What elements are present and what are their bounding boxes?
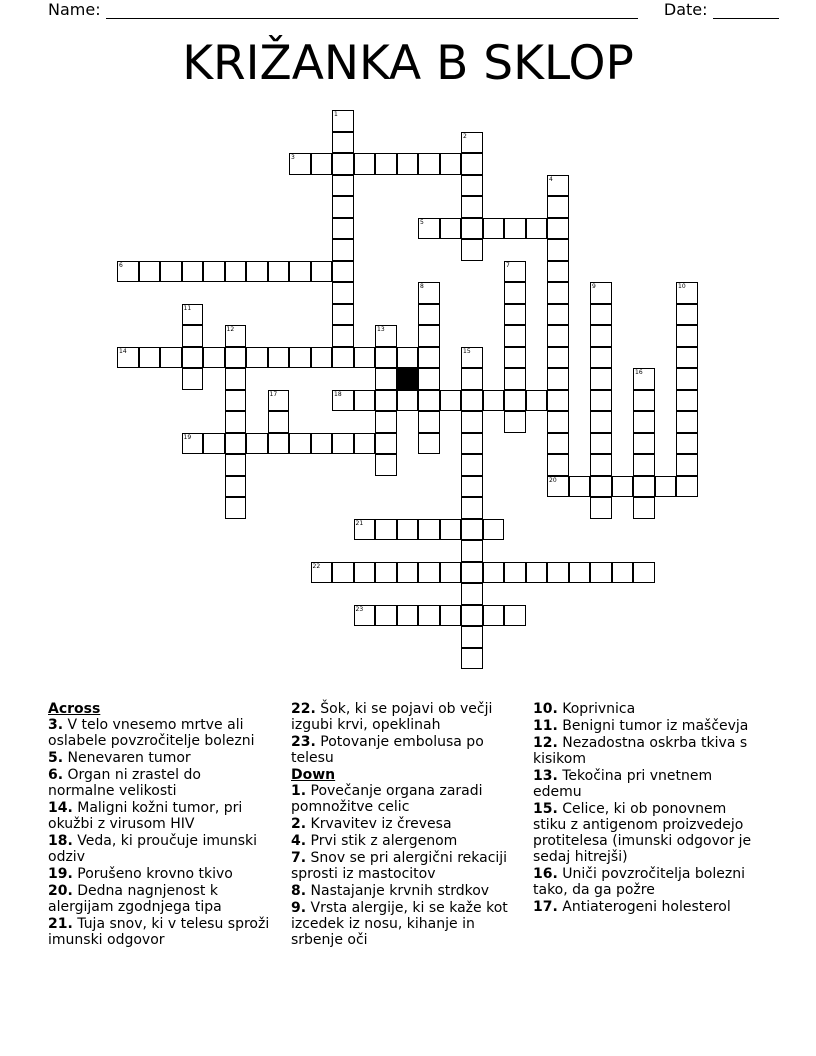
grid-cell[interactable] xyxy=(590,304,612,326)
grid-cell[interactable] xyxy=(354,562,376,584)
grid-cell[interactable] xyxy=(461,390,483,412)
grid-cell[interactable] xyxy=(676,454,698,476)
clue-number-18: 18 xyxy=(334,390,342,398)
clue-text: Celice, ki ob ponovnem stiku z antigenom proizvedejo protitelesa (imunski odgovor je sedaj hitrejši) xyxy=(533,801,752,865)
grid-cell[interactable] xyxy=(547,261,569,283)
date-field[interactable] xyxy=(713,2,779,19)
clue-number-12: 12 xyxy=(226,326,235,333)
clue-text: Povečanje organa zaradi pomnožitve celic xyxy=(291,783,483,815)
grid-cell[interactable] xyxy=(311,347,333,369)
grid-cell[interactable] xyxy=(590,476,612,498)
clue-number-6: 6 xyxy=(119,261,123,269)
clue-number-7: 7 xyxy=(506,261,510,269)
clue-number-19: 19 xyxy=(183,433,192,441)
clue-text: Uniči povzročitelja bolezni tako, da ga požre xyxy=(533,866,745,898)
clue-number-15: 15 xyxy=(463,347,471,355)
grid-cell[interactable] xyxy=(397,605,419,627)
grid-cell[interactable] xyxy=(633,454,655,476)
clue-item xyxy=(291,850,517,882)
grid-cell[interactable] xyxy=(397,390,419,412)
grid-cell[interactable] xyxy=(375,390,397,412)
clue-number-1: 1 xyxy=(334,111,338,118)
clue-text: V telo vnesemo mrtve ali oslabele povzročitelje bolezni xyxy=(48,717,255,749)
clue-number-11: 11 xyxy=(183,304,192,312)
clue-item xyxy=(48,717,270,749)
grid-cell[interactable] xyxy=(440,218,462,240)
clue-text: Antiaterogeni holesterol xyxy=(557,899,731,915)
grid-cell[interactable] xyxy=(182,325,204,347)
grid-cell[interactable] xyxy=(246,261,268,283)
grid-cell[interactable] xyxy=(590,562,612,584)
clue-number: 7. xyxy=(291,850,307,866)
grid-cell[interactable] xyxy=(203,261,225,283)
grid-cell[interactable] xyxy=(504,347,526,369)
grid-cell[interactable] xyxy=(590,325,612,347)
clue-item xyxy=(533,718,763,734)
grid-cell[interactable] xyxy=(461,153,483,175)
grid-cell[interactable] xyxy=(440,519,462,541)
grid-cell[interactable] xyxy=(225,497,247,519)
grid-cell[interactable] xyxy=(547,433,569,455)
grid-cell[interactable] xyxy=(504,390,526,412)
grid-cell[interactable] xyxy=(590,368,612,390)
clue-number: 16. xyxy=(533,866,558,882)
grid-cell[interactable] xyxy=(225,476,247,498)
clue-number-20: 20 xyxy=(549,476,557,484)
grid-cell[interactable] xyxy=(289,433,311,455)
grid-cell[interactable] xyxy=(332,175,354,197)
clue-number-17: 17 xyxy=(269,390,278,398)
grid-cell[interactable] xyxy=(289,261,311,283)
clue-number: 13. xyxy=(533,768,558,784)
grid-cell[interactable] xyxy=(461,648,483,670)
grid-cell[interactable] xyxy=(375,519,397,541)
grid-cell[interactable] xyxy=(461,218,483,240)
clue-number: 17. xyxy=(533,899,558,915)
grid-cell[interactable] xyxy=(418,304,440,326)
grid-cell[interactable] xyxy=(461,239,483,261)
grid-cell[interactable] xyxy=(332,153,354,175)
grid-cell[interactable] xyxy=(268,411,290,433)
header xyxy=(48,0,779,19)
grid-cell[interactable] xyxy=(504,304,526,326)
grid-cell[interactable] xyxy=(676,368,698,390)
clue-number-14: 14 xyxy=(119,347,127,355)
section-heading: Down xyxy=(291,767,336,783)
clue-number-16: 16 xyxy=(635,369,643,376)
clue-item xyxy=(533,701,763,717)
grid-cell[interactable] xyxy=(633,497,655,519)
grid-cell[interactable] xyxy=(612,476,634,498)
grid-cell[interactable] xyxy=(461,454,483,476)
clue-item xyxy=(533,866,763,898)
grid-cell[interactable] xyxy=(547,304,569,326)
grid-cell[interactable] xyxy=(311,261,333,283)
grid-cell[interactable] xyxy=(160,347,182,369)
clue-text: Tuja snov, ki v telesu sproži imunski odgovor xyxy=(48,916,270,948)
grid-cell[interactable] xyxy=(440,153,462,175)
grid-cell[interactable] xyxy=(311,433,333,455)
page-title: KRIŽANKA B SKLOP xyxy=(182,36,634,91)
black-cell xyxy=(397,368,419,390)
grid-cell[interactable] xyxy=(225,390,247,412)
grid-cell[interactable] xyxy=(569,476,591,498)
clue-item xyxy=(291,734,517,766)
grid-cell[interactable] xyxy=(461,196,483,218)
grid-cell[interactable] xyxy=(182,347,204,369)
clue-item xyxy=(291,883,517,899)
grid-cell[interactable] xyxy=(332,196,354,218)
grid-cell[interactable] xyxy=(268,261,290,283)
clue-number: 19. xyxy=(48,866,73,882)
grid-cell[interactable] xyxy=(203,347,225,369)
grid-cell[interactable] xyxy=(483,519,505,541)
clue-item xyxy=(291,900,517,948)
clue-text: Potovanje embolusa po telesu xyxy=(291,734,484,766)
grid-cell[interactable] xyxy=(590,433,612,455)
clue-number: 3. xyxy=(48,717,64,733)
grid-cell[interactable] xyxy=(676,411,698,433)
grid-cell[interactable] xyxy=(504,218,526,240)
clue-number-3: 3 xyxy=(291,154,295,161)
grid-cell[interactable] xyxy=(182,261,204,283)
clue-number-10: 10 xyxy=(678,283,686,290)
grid-cell[interactable] xyxy=(354,390,376,412)
grid-cell[interactable] xyxy=(461,583,483,605)
clue-number: 8. xyxy=(291,883,307,899)
section-heading: Across xyxy=(48,701,101,717)
clue-item xyxy=(291,701,517,733)
clue-number-5: 5 xyxy=(420,218,424,226)
grid-cell[interactable] xyxy=(547,218,569,240)
name-field[interactable] xyxy=(106,2,638,19)
grid-cell[interactable] xyxy=(461,433,483,455)
grid-cell[interactable] xyxy=(268,347,290,369)
grid-cell[interactable] xyxy=(676,325,698,347)
clue-item xyxy=(291,783,517,815)
grid-cell[interactable] xyxy=(633,476,655,498)
clue-text: Šok, ki se pojavi ob večji izgubi krvi, opeklinah xyxy=(291,701,493,733)
clue-text: Nenevaren tumor xyxy=(63,750,191,766)
grid-cell[interactable] xyxy=(483,390,505,412)
grid-cell[interactable] xyxy=(418,347,440,369)
grid-cell[interactable] xyxy=(246,347,268,369)
grid-cell[interactable] xyxy=(504,411,526,433)
grid-cell[interactable] xyxy=(375,368,397,390)
clue-number: 12. xyxy=(533,735,558,751)
grid-cell[interactable] xyxy=(332,562,354,584)
clue-text: Nezadostna oskrba tkiva s kisikom xyxy=(533,735,748,767)
clue-text: Vrsta alergije, ki se kaže kot izcedek iz nosu, kihanje in srbenje oči xyxy=(291,900,508,948)
grid-cell[interactable] xyxy=(418,433,440,455)
grid-cell[interactable] xyxy=(504,562,526,584)
grid-cell[interactable] xyxy=(461,368,483,390)
grid-cell[interactable] xyxy=(633,411,655,433)
grid-cell[interactable] xyxy=(547,282,569,304)
clue-item xyxy=(48,866,270,882)
grid-cell[interactable] xyxy=(225,433,247,455)
grid-cell[interactable] xyxy=(418,153,440,175)
grid-cell[interactable] xyxy=(332,218,354,240)
grid-cell[interactable] xyxy=(418,562,440,584)
clue-number-4: 4 xyxy=(549,175,553,183)
clue-text: Veda, ki proučuje imunski odziv xyxy=(48,833,258,865)
clue-item xyxy=(533,768,763,800)
clue-text: Tekočina pri vnetnem edemu xyxy=(533,768,713,800)
clue-number: 6. xyxy=(48,767,64,783)
grid-cell[interactable] xyxy=(547,390,569,412)
clue-text: Dedna nagnjenost k alergijam zgodnjega tipa xyxy=(48,883,222,915)
clue-item xyxy=(48,750,270,766)
grid-cell[interactable] xyxy=(547,562,569,584)
grid-cell[interactable] xyxy=(633,562,655,584)
grid-cell[interactable] xyxy=(397,519,419,541)
clue-number-13: 13 xyxy=(377,326,385,333)
grid-cell[interactable] xyxy=(547,347,569,369)
grid-cell[interactable] xyxy=(332,261,354,283)
clue-number: 21. xyxy=(48,916,73,932)
grid-cell[interactable] xyxy=(461,175,483,197)
clue-number: 23. xyxy=(291,734,316,750)
grid-cell[interactable] xyxy=(504,368,526,390)
grid-cell[interactable] xyxy=(225,454,247,476)
grid-cell[interactable] xyxy=(504,282,526,304)
grid-cell[interactable] xyxy=(375,153,397,175)
grid-cell[interactable] xyxy=(332,282,354,304)
clue-column-1 xyxy=(48,701,270,949)
grid-cell[interactable] xyxy=(354,153,376,175)
grid-cell[interactable] xyxy=(332,132,354,154)
grid-cell[interactable] xyxy=(375,347,397,369)
clue-text: Prvi stik z alergenom xyxy=(306,833,458,849)
clue-number: 22. xyxy=(291,701,316,717)
grid-cell[interactable] xyxy=(461,519,483,541)
clue-number: 4. xyxy=(291,833,307,849)
grid-cell[interactable] xyxy=(354,433,376,455)
clue-text: Krvavitev iz črevesa xyxy=(306,816,452,832)
clue-number-22: 22 xyxy=(312,562,321,570)
grid-cell[interactable] xyxy=(504,325,526,347)
grid-cell[interactable] xyxy=(139,261,161,283)
grid-cell[interactable] xyxy=(397,153,419,175)
grid-cell[interactable] xyxy=(590,390,612,412)
grid-cell[interactable] xyxy=(569,562,591,584)
clue-number: 18. xyxy=(48,833,73,849)
grid-cell[interactable] xyxy=(676,476,698,498)
clue-item xyxy=(48,916,270,948)
grid-cell[interactable] xyxy=(461,562,483,584)
grid-cell[interactable] xyxy=(375,562,397,584)
grid-cell[interactable] xyxy=(418,411,440,433)
grid-cell[interactable] xyxy=(418,325,440,347)
grid-cell[interactable] xyxy=(676,304,698,326)
grid-cell[interactable] xyxy=(375,433,397,455)
clue-item xyxy=(48,833,270,865)
clue-item xyxy=(533,735,763,767)
grid-cell[interactable] xyxy=(526,562,548,584)
grid-cell[interactable] xyxy=(139,347,161,369)
grid-cell[interactable] xyxy=(225,368,247,390)
clue-text: Koprivnica xyxy=(557,701,636,717)
grid-cell[interactable] xyxy=(375,605,397,627)
clue-number-2: 2 xyxy=(463,132,467,140)
grid-cell[interactable] xyxy=(461,497,483,519)
grid-cell[interactable] xyxy=(590,454,612,476)
grid-cell[interactable] xyxy=(483,218,505,240)
clue-number-21: 21 xyxy=(355,519,364,527)
grid-cell[interactable] xyxy=(526,390,548,412)
clue-text: Snov se pri alergični rekaciji sprosti iz mastocitov xyxy=(291,850,508,882)
clue-number-9: 9 xyxy=(592,283,596,290)
grid-cell[interactable] xyxy=(418,390,440,412)
clue-text: Porušeno krovno tkivo xyxy=(72,866,233,882)
grid-cell[interactable] xyxy=(246,433,268,455)
grid-cell[interactable] xyxy=(332,239,354,261)
clue-number-23: 23 xyxy=(355,605,364,613)
grid-cell[interactable] xyxy=(461,626,483,648)
grid-cell[interactable] xyxy=(268,433,290,455)
grid-cell[interactable] xyxy=(676,390,698,412)
clue-number: 2. xyxy=(291,816,307,832)
grid-cell[interactable] xyxy=(418,368,440,390)
clue-number-8: 8 xyxy=(420,283,424,290)
grid-cell[interactable] xyxy=(676,433,698,455)
clue-item xyxy=(291,816,517,832)
grid-cell[interactable] xyxy=(547,411,569,433)
grid-cell[interactable] xyxy=(311,153,333,175)
clue-item xyxy=(48,767,270,799)
grid-cell[interactable] xyxy=(375,454,397,476)
grid-cell[interactable] xyxy=(225,347,247,369)
grid-cell[interactable] xyxy=(612,562,634,584)
grid-cell[interactable] xyxy=(440,605,462,627)
clue-item xyxy=(291,833,517,849)
grid-cell[interactable] xyxy=(590,347,612,369)
grid-cell[interactable] xyxy=(590,497,612,519)
grid-cell[interactable] xyxy=(547,325,569,347)
clue-item xyxy=(533,899,763,915)
grid-cell[interactable] xyxy=(332,347,354,369)
clue-text: Benigni tumor iz maščevja xyxy=(557,718,749,734)
grid-cell[interactable] xyxy=(590,411,612,433)
grid-cell[interactable] xyxy=(440,562,462,584)
grid-cell[interactable] xyxy=(375,411,397,433)
clue-item xyxy=(48,800,270,832)
clue-text: Maligni kožni tumor, pri okužbi z virusom HIV xyxy=(48,800,243,832)
grid-cell[interactable] xyxy=(354,347,376,369)
clue-column-3 xyxy=(533,701,763,916)
grid-cell[interactable] xyxy=(633,390,655,412)
clue-number: 5. xyxy=(48,750,64,766)
grid-cell[interactable] xyxy=(397,562,419,584)
grid-cell[interactable] xyxy=(483,605,505,627)
grid-cell[interactable] xyxy=(504,605,526,627)
grid-cell[interactable] xyxy=(547,239,569,261)
clue-number: 15. xyxy=(533,801,558,817)
grid-cell[interactable] xyxy=(203,433,225,455)
grid-cell[interactable] xyxy=(440,390,462,412)
clue-number: 20. xyxy=(48,883,73,899)
grid-cell[interactable] xyxy=(397,347,419,369)
name-label: Name: xyxy=(48,0,101,19)
date-label: Date: xyxy=(663,0,708,19)
grid-cell[interactable] xyxy=(483,562,505,584)
grid-cell[interactable] xyxy=(461,540,483,562)
clue-text: Organ ni zrastel do normalne velikosti xyxy=(48,767,201,799)
grid-cell[interactable] xyxy=(461,605,483,627)
grid-cell[interactable] xyxy=(547,454,569,476)
grid-cell[interactable] xyxy=(418,605,440,627)
grid-cell[interactable] xyxy=(547,196,569,218)
grid-cell[interactable] xyxy=(182,368,204,390)
grid-cell[interactable] xyxy=(461,476,483,498)
grid-cell[interactable] xyxy=(225,261,247,283)
grid-cell[interactable] xyxy=(655,476,677,498)
grid-cell[interactable] xyxy=(160,261,182,283)
clue-number: 14. xyxy=(48,800,73,816)
clue-item xyxy=(48,883,270,915)
clue-number: 11. xyxy=(533,718,558,734)
grid-cell[interactable] xyxy=(289,347,311,369)
grid-cell[interactable] xyxy=(332,304,354,326)
clue-item xyxy=(533,801,763,865)
grid-cell[interactable] xyxy=(461,411,483,433)
clue-number: 10. xyxy=(533,701,558,717)
clue-column-2 xyxy=(291,701,517,949)
clue-number: 1. xyxy=(291,783,307,799)
grid-cell[interactable] xyxy=(332,433,354,455)
clue-text: Nastajanje krvnih strdkov xyxy=(306,883,490,899)
grid-cell[interactable] xyxy=(526,218,548,240)
grid-cell[interactable] xyxy=(676,347,698,369)
grid-cell[interactable] xyxy=(633,433,655,455)
clue-number: 9. xyxy=(291,900,307,916)
grid-cell[interactable] xyxy=(225,411,247,433)
grid-cell[interactable] xyxy=(547,368,569,390)
grid-cell[interactable] xyxy=(418,519,440,541)
grid-cell[interactable] xyxy=(332,325,354,347)
